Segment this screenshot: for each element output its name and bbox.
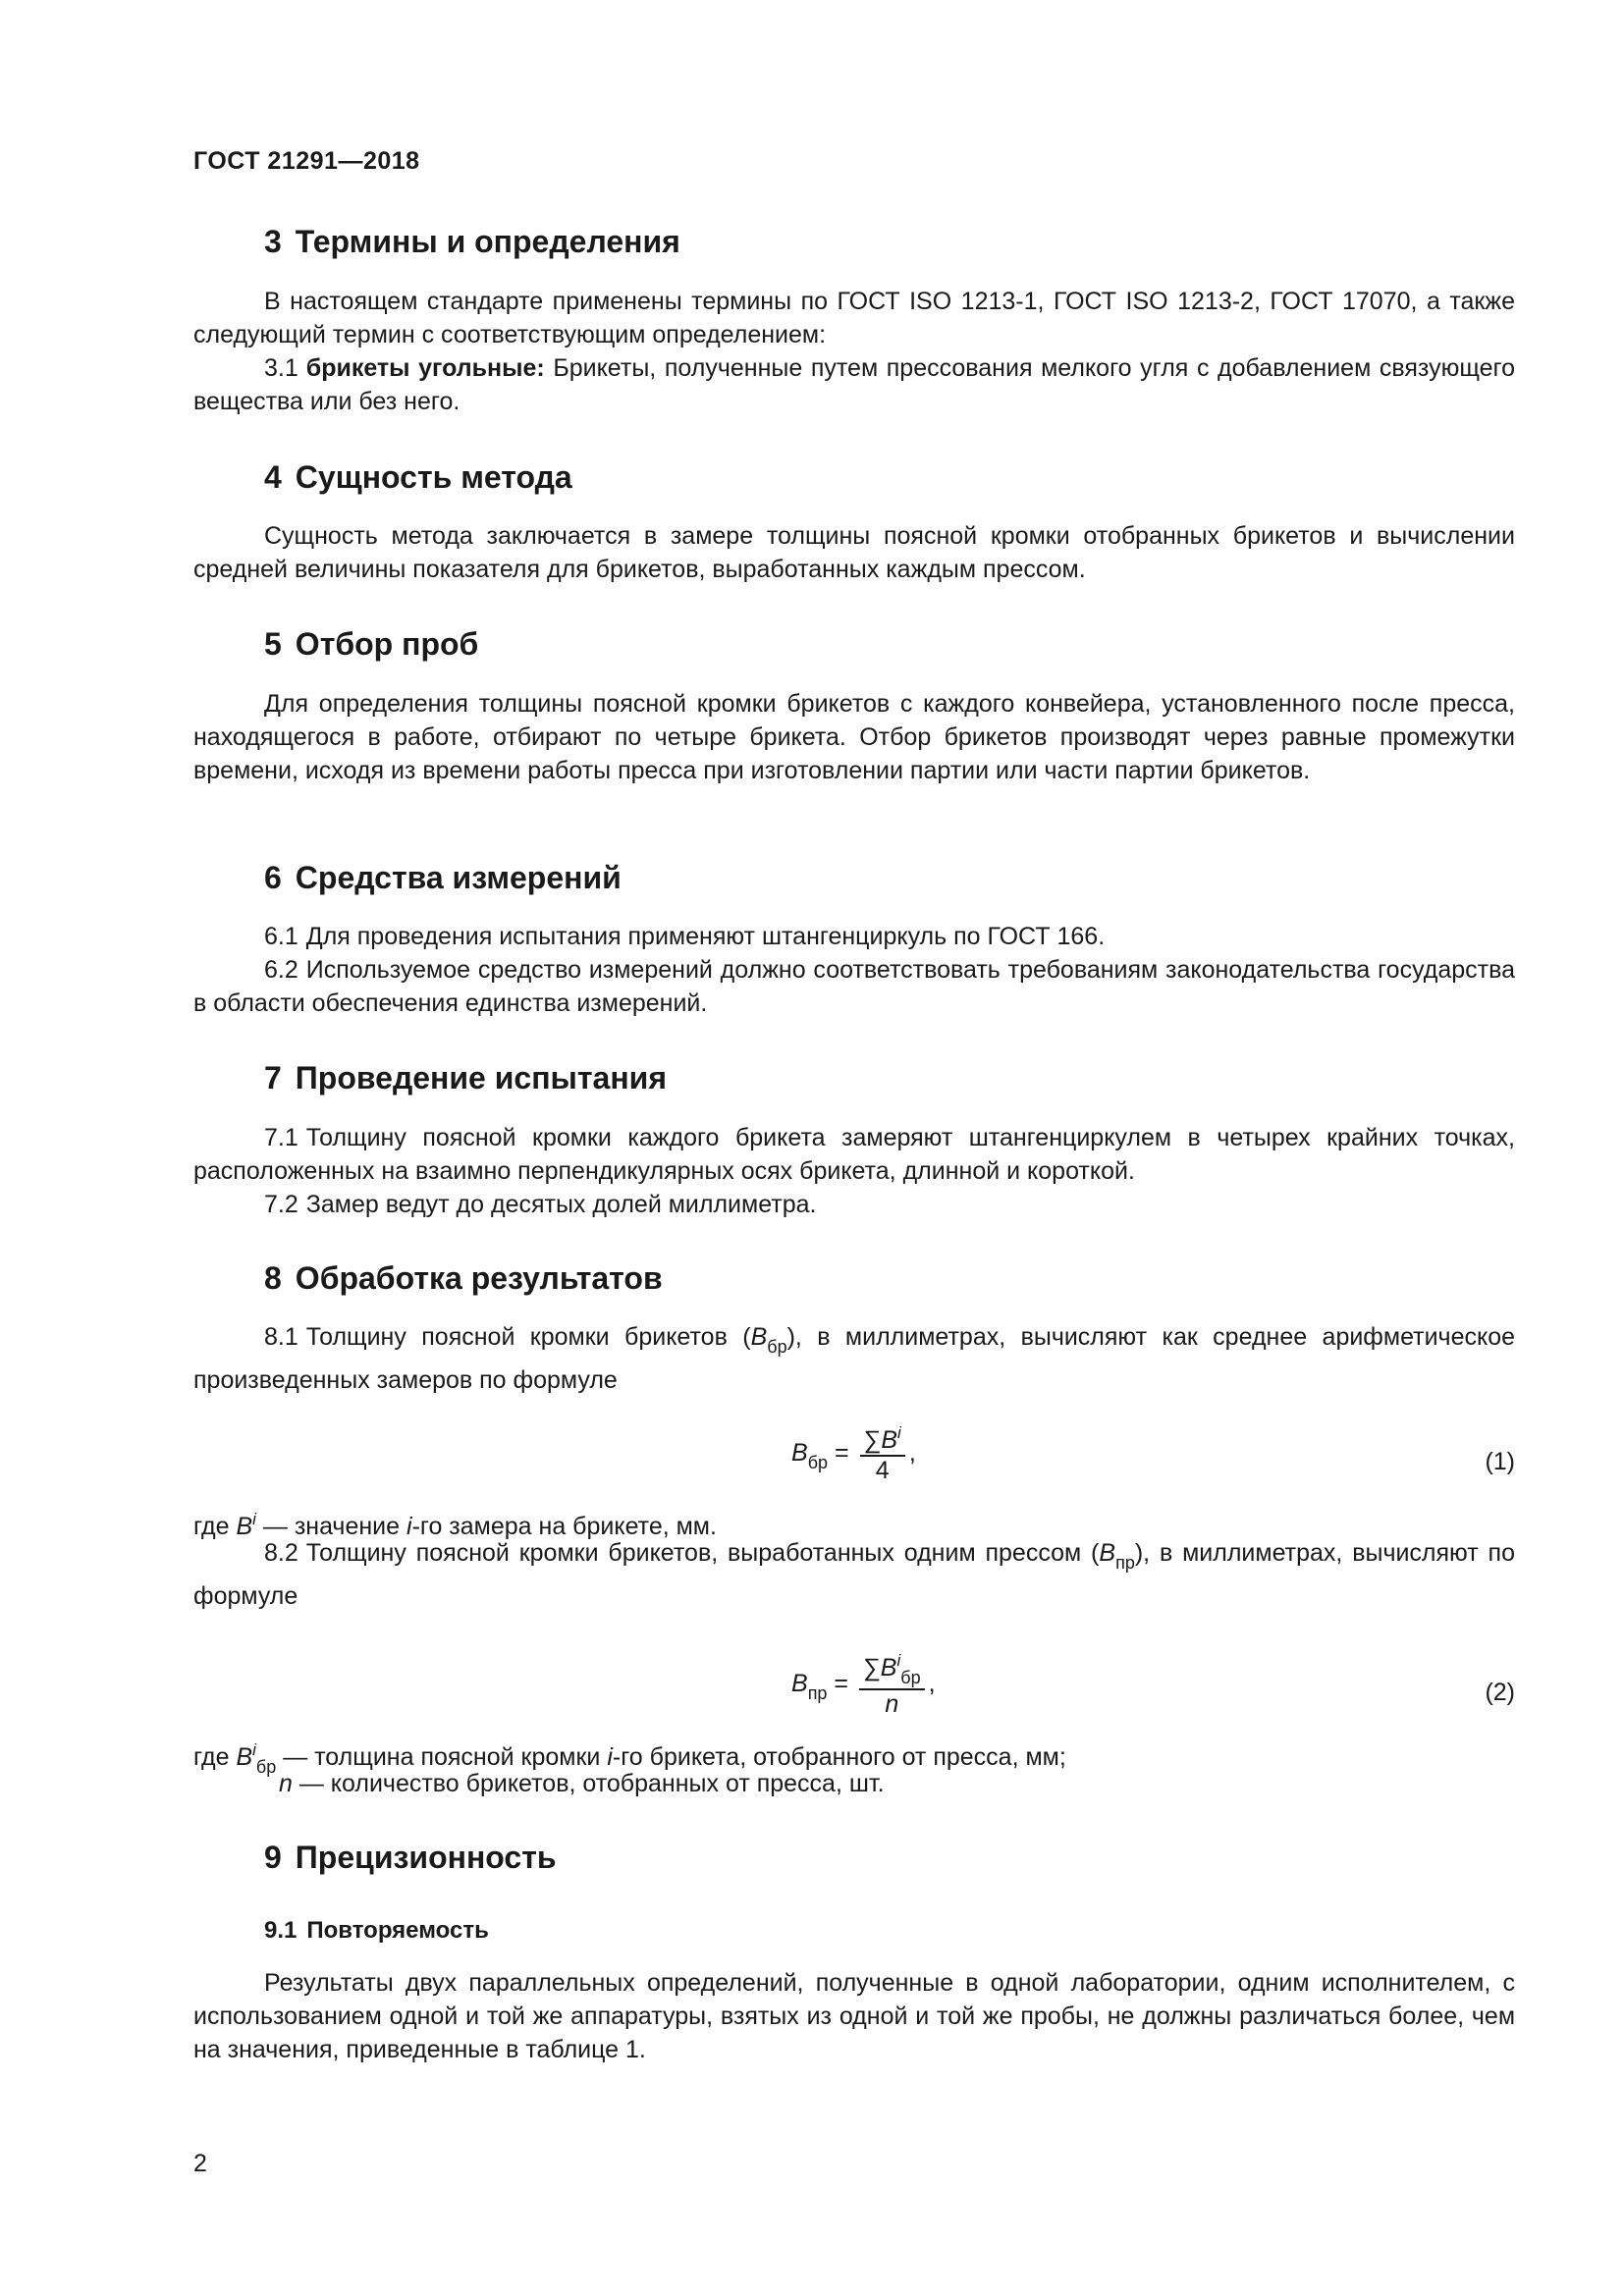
section-number: 7 (264, 1060, 282, 1095)
subsection-9-1-heading (264, 1917, 489, 1945)
equation-number-2: (2) (1485, 1679, 1515, 1706)
clause-text-a: Толщину поясной кромки брикетов, выработанных одним прессом ( (305, 1539, 1100, 1567)
subsection-9-1-text: Результаты двух параллельных определений, полученные в одной лаборатории, одним исполнителем, с использованием одной и той же аппаратуры, взятых из одной и той же пробы, не должны различаться более, чем на значения, приведенные в таблице 1. (193, 1969, 1515, 2063)
section-number: 5 (264, 626, 282, 662)
fraction-numerator (860, 1423, 905, 1457)
page-number: 2 (193, 2150, 207, 2177)
numerator-variable: B (881, 1426, 898, 1454)
symbol-superscript: i (252, 1740, 256, 1759)
section-title: Отбор проб (295, 626, 479, 662)
section-5-heading (264, 626, 478, 663)
clause-8-1 (193, 1320, 1515, 1397)
symbol-b: B (750, 1323, 768, 1351)
clause-text-b: ), в миллиметрах, вычисляют как среднее арифметическое произведенных замеров по формуле (193, 1323, 1516, 1394)
symbol-subscript: бр (767, 1337, 787, 1357)
formula-lhs: B (791, 1670, 808, 1698)
formula-fraction (859, 1651, 925, 1719)
section-6-heading (264, 860, 622, 896)
section-number: 6 (264, 860, 282, 895)
numerator-subscript: бр (900, 1668, 921, 1687)
symbol-b: B (236, 1743, 253, 1771)
section-number: 9 (264, 1840, 282, 1875)
sum-symbol: ∑ (863, 1426, 882, 1454)
clause-text-a: Толщину поясной кромки брикетов ( (305, 1323, 751, 1351)
symbol-subscript: пр (1115, 1553, 1135, 1573)
where-label: где (193, 1513, 230, 1540)
definition-text-b: -го замера на брикете, мм. (411, 1513, 717, 1540)
formula-2 (791, 1651, 936, 1719)
clause-6-2 (193, 953, 1515, 1020)
where-n (279, 1767, 885, 1800)
subsection-title: Повторяемость (306, 1917, 489, 1944)
formula-lhs: B (791, 1439, 808, 1468)
formula-equals: = (834, 1670, 849, 1698)
fraction-numerator (859, 1651, 925, 1690)
symbol-superscript: i (252, 1510, 256, 1528)
document-code: ГОСТ 21291—2018 (193, 147, 420, 175)
section-number: 8 (264, 1260, 282, 1296)
clause-number: 6.1 (264, 923, 298, 950)
clause-7-2 (193, 1188, 1515, 1221)
section-5-text: Для определения толщины поясной кромки брикетов с каждого конвейера, установленного после пресса, находящегося в работе, отбирают по четыре брикета. Отбор брикетов производят через равные промежутки времени, исходя из времени работы пресса при изготовлении партии или части партии брикетов. (193, 690, 1515, 784)
clause-8-2 (193, 1536, 1515, 1613)
definition-text-a: — толщина поясной кромки (276, 1743, 608, 1771)
clause-text-b: ), в миллиметрах, вычисляют по формуле (193, 1539, 1515, 1610)
section-title: Прецизионность (295, 1840, 557, 1875)
definition-text-a: — значение (255, 1513, 406, 1540)
section-number: 3 (264, 224, 282, 259)
section-title: Средства измерений (295, 860, 622, 895)
fraction-denominator: n (885, 1690, 899, 1718)
subsection-number: 9.1 (264, 1917, 298, 1944)
section-4-heading (264, 459, 572, 496)
formula-lhs-subscript: бр (807, 1453, 829, 1473)
section-3-intro: В настоящем стандарте применены термины по ГОСТ ISO 1213-1, ГОСТ ISO 1213-2, ГОСТ 17070, а также следующий термин с соответствующим определением: (193, 288, 1515, 348)
section-4-text: Сущность метода заключается в замере толщины поясной кромки отобранных брикетов и вычислении средней величины показателя для брикетов, выработанных каждым прессом. (193, 522, 1515, 583)
section-number: 4 (264, 459, 282, 495)
term-definition: Брикеты, полученные путем прессования мелкого угля с добавлением связующего вещества или без него. (193, 354, 1515, 415)
clause-text: Толщину поясной кромки каждого брикета замеряют штангенциркулем в четырех крайних точках, расположенных на взаимно перпендикулярных осях брикета, длинной и короткой. (193, 1124, 1515, 1185)
clause-7-1 (193, 1121, 1515, 1188)
clause-text: Замер ведут до десятых долей миллиметра. (305, 1191, 817, 1218)
clause-number: 7.2 (264, 1191, 298, 1218)
section-9-heading (264, 1840, 557, 1876)
clause-text: Используемое средство измерений должно соответствовать требованиям законодательства государства в области обеспечения единства измерений. (193, 956, 1515, 1017)
equation-number-1: (1) (1485, 1448, 1515, 1475)
formula-lhs-subscript: пр (807, 1683, 828, 1704)
symbol-subscript: бр (255, 1757, 277, 1777)
term-name: брикеты угольные: (305, 354, 545, 382)
section-title: Обработка результатов (295, 1260, 663, 1296)
formula-comma: , (928, 1670, 936, 1698)
symbol-n: n (279, 1770, 293, 1797)
definition-text: — количество брикетов, отобранных от пресса, шт. (292, 1770, 885, 1797)
where-label: где (193, 1743, 230, 1771)
clause-text: Для проведения испытания применяют штангенциркуль по ГОСТ 166. (305, 923, 1106, 950)
section-7-heading (264, 1060, 667, 1096)
symbol-i: i (607, 1743, 613, 1771)
formula-comma: , (908, 1439, 916, 1468)
numerator-variable: B (880, 1654, 897, 1682)
clause-number: 3.1 (264, 354, 298, 382)
clause-number: 8.2 (264, 1539, 298, 1567)
symbol-i: i (406, 1513, 412, 1540)
clause-number: 7.1 (264, 1124, 298, 1151)
formula-equals: = (834, 1439, 849, 1468)
clause-number: 8.1 (264, 1323, 298, 1351)
fraction-denominator: 4 (875, 1457, 890, 1484)
section-3-heading (264, 224, 680, 260)
term-3-1 (193, 351, 1515, 418)
section-title: Сущность метода (295, 459, 572, 495)
clause-6-1 (193, 920, 1515, 953)
numerator-superscript: i (896, 1651, 901, 1670)
numerator-superscript: i (897, 1423, 901, 1442)
sum-symbol: ∑ (862, 1654, 881, 1682)
symbol-b: B (1099, 1539, 1116, 1567)
section-8-heading (264, 1260, 663, 1297)
symbol-b: B (236, 1513, 253, 1540)
definition-text-b: -го брикета, отобранного от пресса, мм; (612, 1743, 1066, 1771)
section-title: Термины и определения (295, 224, 680, 259)
formula-1 (791, 1423, 916, 1485)
clause-number: 6.2 (264, 956, 298, 984)
section-title: Проведение испытания (295, 1060, 667, 1095)
formula-fraction (860, 1423, 905, 1485)
